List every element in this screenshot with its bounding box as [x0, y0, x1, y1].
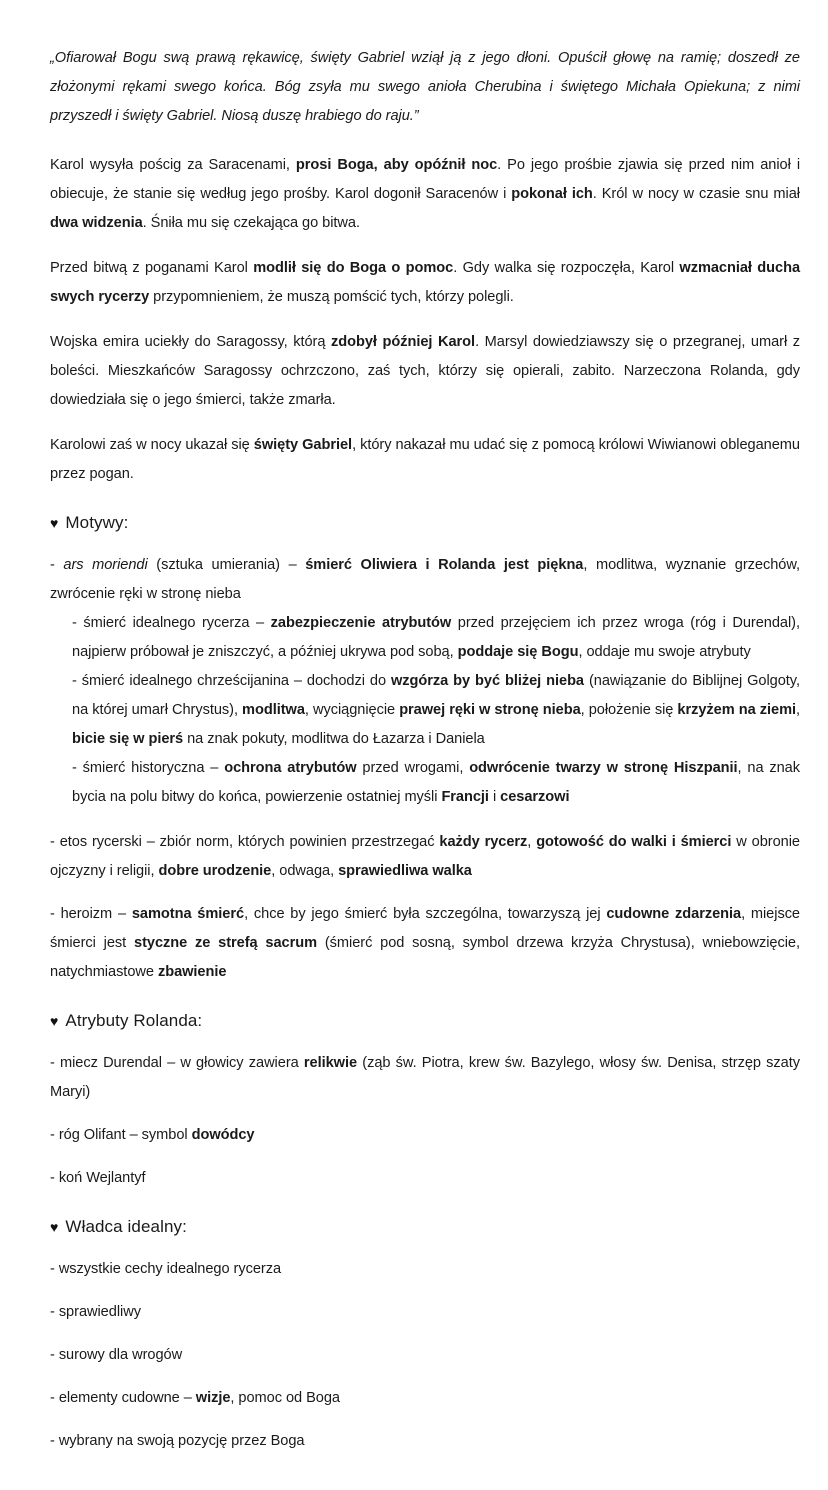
text-run: na znak pokuty, modlitwa do Łazarza i Daniela	[183, 731, 485, 747]
bold-run: prawej ręki w stronę nieba	[399, 702, 581, 718]
text-run: Przed bitwą z poganami Karol	[50, 260, 254, 276]
bold-run: wizje	[195, 1390, 231, 1406]
text-run: . Po jego prośbie zjawia się przed nim anioł i obiecuje, że stanie się według jego prośby. Karol dogonił Saracenów i	[50, 157, 801, 202]
bold-run: zbawienie	[157, 964, 227, 980]
bold-run: wzgórza by być bliżej nieba	[390, 673, 584, 689]
text-run: , na znak bycia na polu bitwy do końca, powierzenie ostatniej myśli	[72, 760, 800, 805]
text-run: - wszystkie cechy idealnego rycerza	[50, 1261, 282, 1277]
text-column	[50, 44, 800, 1456]
list-item	[50, 1298, 800, 1327]
bold-run: święty Gabriel	[253, 437, 353, 453]
narrative-paragraph-3	[50, 328, 800, 415]
text-run: Wojska emira uciekły do Saragossy, którą	[50, 334, 332, 350]
motywy-group-ars-moriendi	[50, 551, 800, 812]
bold-run: modlitwa	[242, 702, 305, 718]
list-item-sub	[72, 754, 800, 812]
section-heading-label: Motywy:	[65, 513, 129, 532]
heart-icon: ♥	[50, 1219, 59, 1235]
text-run: - miecz Durendal – w głowicy zawiera	[50, 1055, 304, 1071]
bold-run: modlił się do Boga o pomoc	[253, 260, 454, 276]
narrative-paragraph-4	[50, 431, 800, 489]
text-run: i	[488, 789, 501, 805]
list-item	[50, 551, 800, 609]
text-run: przypomnieniem, że muszą pomścić tych, którzy polegli.	[149, 289, 514, 305]
section-heading-label: Władca idealny:	[65, 1217, 187, 1236]
text-run: , który nakazał mu udać się z pomocą królowi Wiwianowi obleganemu przez pogan.	[50, 437, 800, 482]
bold-run: samotna śmierć	[131, 906, 245, 922]
text-run: przed wrogami,	[356, 760, 470, 776]
text-run: , pomoc od Boga	[230, 1390, 340, 1406]
bold-run: cesarzowi	[500, 789, 570, 805]
text-run: , wyciągnięcie	[304, 702, 400, 718]
text-run: - śmierć idealnego chrześcijanina – dochodzi do	[72, 673, 391, 689]
text-run: przed przejęciem ich przez wroga (róg i Durendal), najpierw próbował je zniszczyć, a później ukrywa pod sobą,	[72, 615, 800, 660]
bold-run: dobre urodzenie	[158, 863, 272, 879]
narrative-paragraph-1	[50, 151, 800, 238]
text-run: , modlitwa, wyznanie grzechów, zwrócenie ręki w stronę nieba	[50, 557, 801, 602]
text-run: . Marsyl dowiedziawszy się o przegranej, umarł z boleści. Mieszkańców Saragossy ochrzczono, zaś tych, którzy się opierali, zabito. Narzeczona Rolanda, gdy dowiedziała się o jego śmierci, także zmarła.	[50, 334, 800, 408]
bold-run: wzmacniał ducha swych rycerzy	[50, 260, 801, 305]
text-run: ,	[527, 834, 537, 850]
italic-run: ars moriendi	[63, 557, 148, 573]
list-item	[50, 828, 800, 886]
bold-run: relikwie	[303, 1055, 358, 1071]
text-run: , położenie się	[580, 702, 678, 718]
list-item-sub	[72, 609, 800, 667]
bold-run: sprawiedliwa walka	[338, 863, 472, 879]
list-item	[50, 1427, 800, 1456]
list-item	[50, 1255, 800, 1284]
text-run: , miejsce śmierci jest	[50, 906, 801, 951]
bold-run: styczne ze strefą sacrum	[134, 935, 318, 951]
text-run: . Śniła mu się czekająca go bitwa.	[142, 215, 360, 231]
text-run: - heroizm –	[50, 906, 132, 922]
bold-run: każdy rycerz	[439, 834, 528, 850]
list-item-sub	[72, 667, 800, 754]
list-item	[50, 1121, 800, 1150]
text-run: . Król w nocy w czasie snu miał	[592, 186, 800, 202]
text-run: - śmierć historyczna –	[72, 760, 225, 776]
text-run: Karol wysyła pościg za Saracenami,	[50, 157, 296, 173]
text-run: - śmierć idealnego rycerza –	[72, 615, 271, 631]
bold-run: poddaje się Bogu	[457, 644, 579, 660]
text-run: - surowy dla wrogów	[50, 1347, 183, 1363]
narrative-paragraph-2	[50, 254, 800, 312]
bold-run: pokonał ich	[511, 186, 593, 202]
bold-run: zdobył później Karol	[331, 334, 476, 350]
bold-run: gotowość do walki i śmierci	[536, 834, 732, 850]
list-item	[50, 1164, 800, 1193]
quotation-text: „Ofiarował Bogu swą prawą rękawicę, święty Gabriel wziął ją z jego dłoni. Opuścił głowę na ramię; doszedł ze złożonymi rękami swego końca. Bóg zsyła mu swego anioła Cherubina i świętego Michała Opiekuna; z nimi przyszedł i święty Gabriel. Niosą duszę hrabiego do raju.”	[50, 50, 800, 124]
text-run: , chce by jego śmierć była szczególna, towarzyszą jej	[244, 906, 607, 922]
text-run: , odwaga,	[271, 863, 339, 879]
list-item	[50, 1341, 800, 1370]
bold-run: krzyżem na ziemi	[677, 702, 796, 718]
text-run: - etos rycerski – zbiór norm, których powinien przestrzegać	[50, 834, 440, 850]
text-run: w obronie ojczyzny i religii,	[50, 834, 800, 879]
text-run: ,	[796, 702, 801, 718]
list-item	[50, 1049, 800, 1107]
bold-run: bicie się w pierś	[72, 731, 184, 747]
bold-run: Francji	[441, 789, 489, 805]
text-run: - wybrany na swoją pozycję przez Boga	[50, 1433, 305, 1449]
bold-run: ochrona atrybutów	[224, 760, 357, 776]
section-heading-label: Atrybuty Rolanda:	[65, 1011, 203, 1030]
section-heading-atrybuty-rolanda	[50, 1009, 800, 1033]
section-heading-motywy	[50, 511, 800, 535]
bold-run: dwa widzenia	[50, 215, 143, 231]
text-run: - koń Wejlantyf	[50, 1170, 146, 1186]
text-run: - elementy cudowne –	[50, 1390, 196, 1406]
bold-run: śmierć Oliwiera i Rolanda jest piękna	[305, 557, 584, 573]
text-run: (ząb św. Piotra, krew św. Bazylego, włosy św. Denisa, strzęp szaty Maryi)	[50, 1055, 800, 1100]
quotation-paragraph	[50, 44, 800, 131]
text-run: (nawiązanie do Biblijnej Golgoty, na której umarł Chrystus),	[72, 673, 800, 718]
section-heading-wladca-idealny	[50, 1215, 800, 1239]
text-run: . Gdy walka się rozpoczęła, Karol	[453, 260, 680, 276]
text-run: - róg Olifant – symbol	[50, 1127, 192, 1143]
text-run: (śmierć pod sosną, symbol drzewa krzyża Chrystusa), wniebowzięcie, natychmiastowe	[50, 935, 800, 980]
bold-run: dowódcy	[191, 1127, 255, 1143]
text-run: Karolowi zaś w nocy ukazał się	[50, 437, 254, 453]
text-run: , oddaje mu swoje atrybuty	[578, 644, 751, 660]
text-run: -	[50, 557, 64, 573]
bold-run: odwrócenie twarzy w stronę Hiszpanii	[469, 760, 738, 776]
bold-run: prosi Boga, aby opóźnił noc	[295, 157, 498, 173]
bold-run: cudowne zdarzenia	[606, 906, 742, 922]
heart-icon: ♥	[50, 1013, 59, 1029]
bold-run: zabezpieczenie atrybutów	[270, 615, 452, 631]
text-run: - sprawiedliwy	[50, 1304, 141, 1320]
list-item	[50, 1384, 800, 1413]
heart-icon: ♥	[50, 515, 59, 531]
list-item	[50, 900, 800, 987]
text-run: (sztuka umierania) –	[147, 557, 306, 573]
